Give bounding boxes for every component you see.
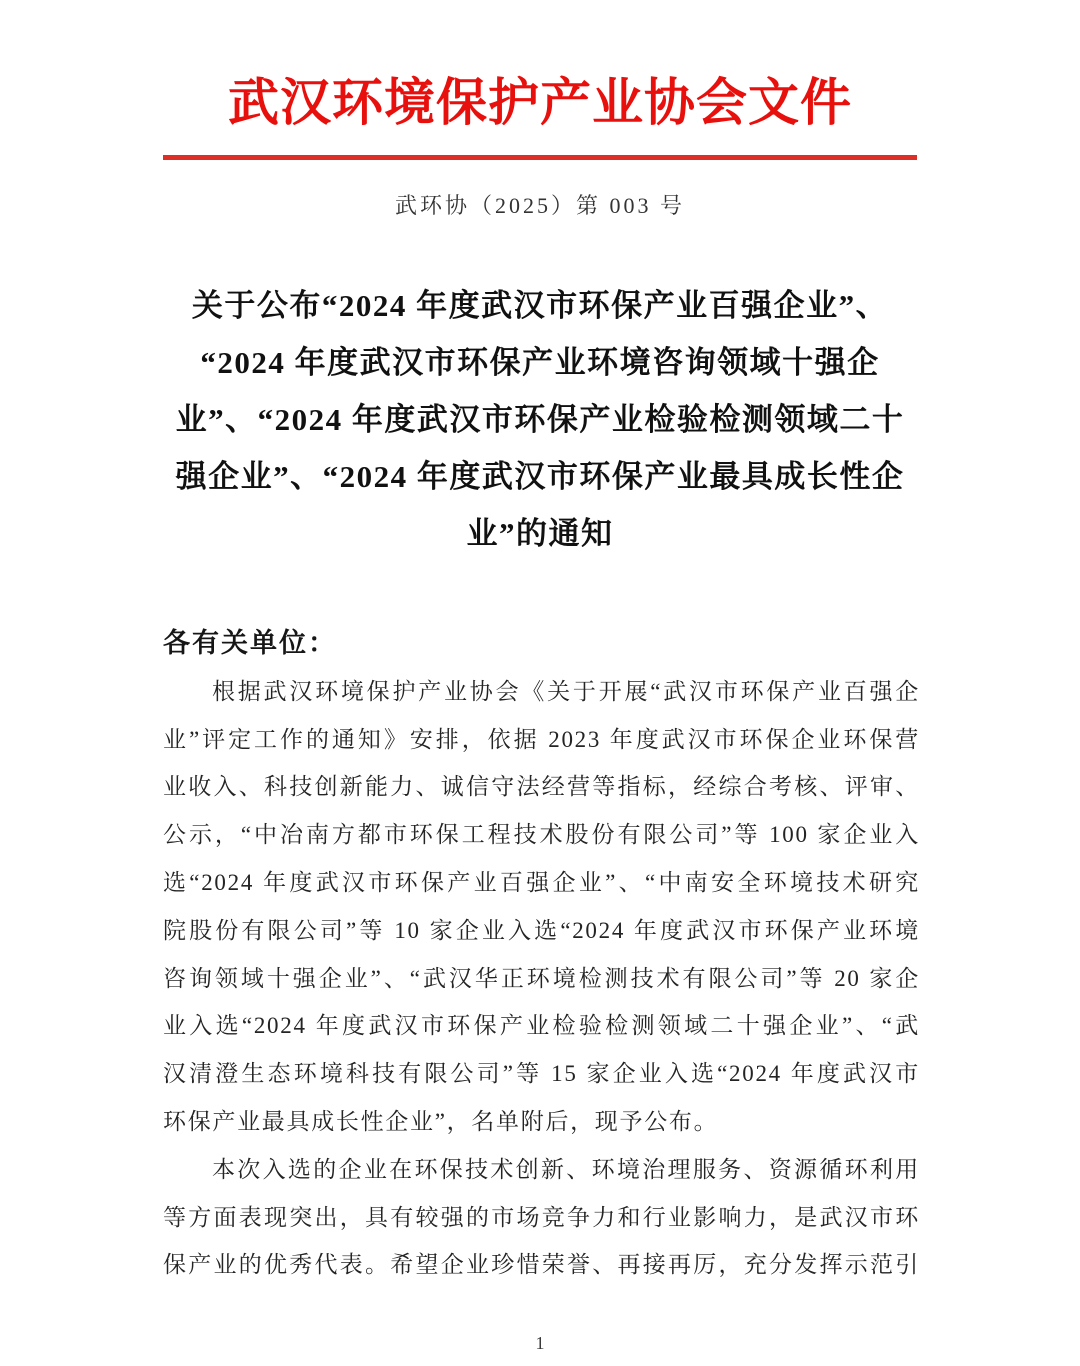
body-line: 业”评定工作的通知》安排，依据 2023 年度武汉市环保企业环保营: [163, 726, 920, 752]
body-line: 汉清澄生态环境科技有限公司”等 15 家企业入选“2024 年度武汉市: [163, 1061, 920, 1087]
red-divider-line: [163, 155, 917, 160]
body-line: 选“2024 年度武汉市环保产业百强企业”、“中南安全环境技术研究: [163, 869, 920, 895]
body-line: 环保产业最具成长性企业”，名单附后，现予公布。: [163, 1108, 719, 1134]
body-line: 院股份有限公司”等 10 家企业入选“2024 年度武汉市环保产业环境: [163, 917, 920, 943]
body-line: 本次入选的企业在环保技术创新、环境治理服务、资源循环利用: [212, 1156, 920, 1182]
notice-title-line: “2024 年度武汉市环保产业环境咨询领域十强企: [200, 345, 880, 380]
page-number: 1: [535, 1333, 545, 1353]
body-line: 业入选“2024 年度武汉市环保产业检验检测领域二十强企业”、“武: [163, 1013, 920, 1039]
body-line: 根据武汉环境保护产业协会《关于开展“武汉市环保产业百强企: [212, 678, 920, 704]
body-line: 咨询领域十强企业”、“武汉华正环境检测技术有限公司”等 20 家企: [163, 965, 920, 991]
notice-title-line: 业”的通知: [466, 516, 614, 551]
body-line: 业收入、科技创新能力、诚信守法经营等指标，经综合考核、评审、: [163, 774, 920, 800]
notice-title-line: 关于公布“2024 年度武汉市环保产业百强企业”、: [191, 288, 889, 323]
notice-title-line: 强企业”、“2024 年度武汉市环保产业最具成长性企: [175, 459, 905, 494]
document-number: 武环协（2025）第 003 号: [394, 193, 685, 218]
notice-title-line: 业”、“2024 年度武汉市环保产业检验检测领域二十: [175, 402, 905, 437]
notice-title: [160, 277, 920, 562]
body-line: 等方面表现突出，具有较强的市场竞争力和行业影响力，是武汉市环: [163, 1204, 920, 1230]
letterhead-title: 武汉环境保护产业协会文件: [227, 74, 852, 131]
salutation: 各有关单位：: [163, 628, 337, 658]
body-line: 保产业的优秀代表。希望企业珍惜荣誉、再接再厉，充分发挥示范引: [163, 1252, 920, 1278]
body-line: 公示，“中冶南方都市环保工程技术股份有限公司”等 100 家企业入: [163, 822, 920, 848]
notice-body: [163, 620, 920, 1289]
